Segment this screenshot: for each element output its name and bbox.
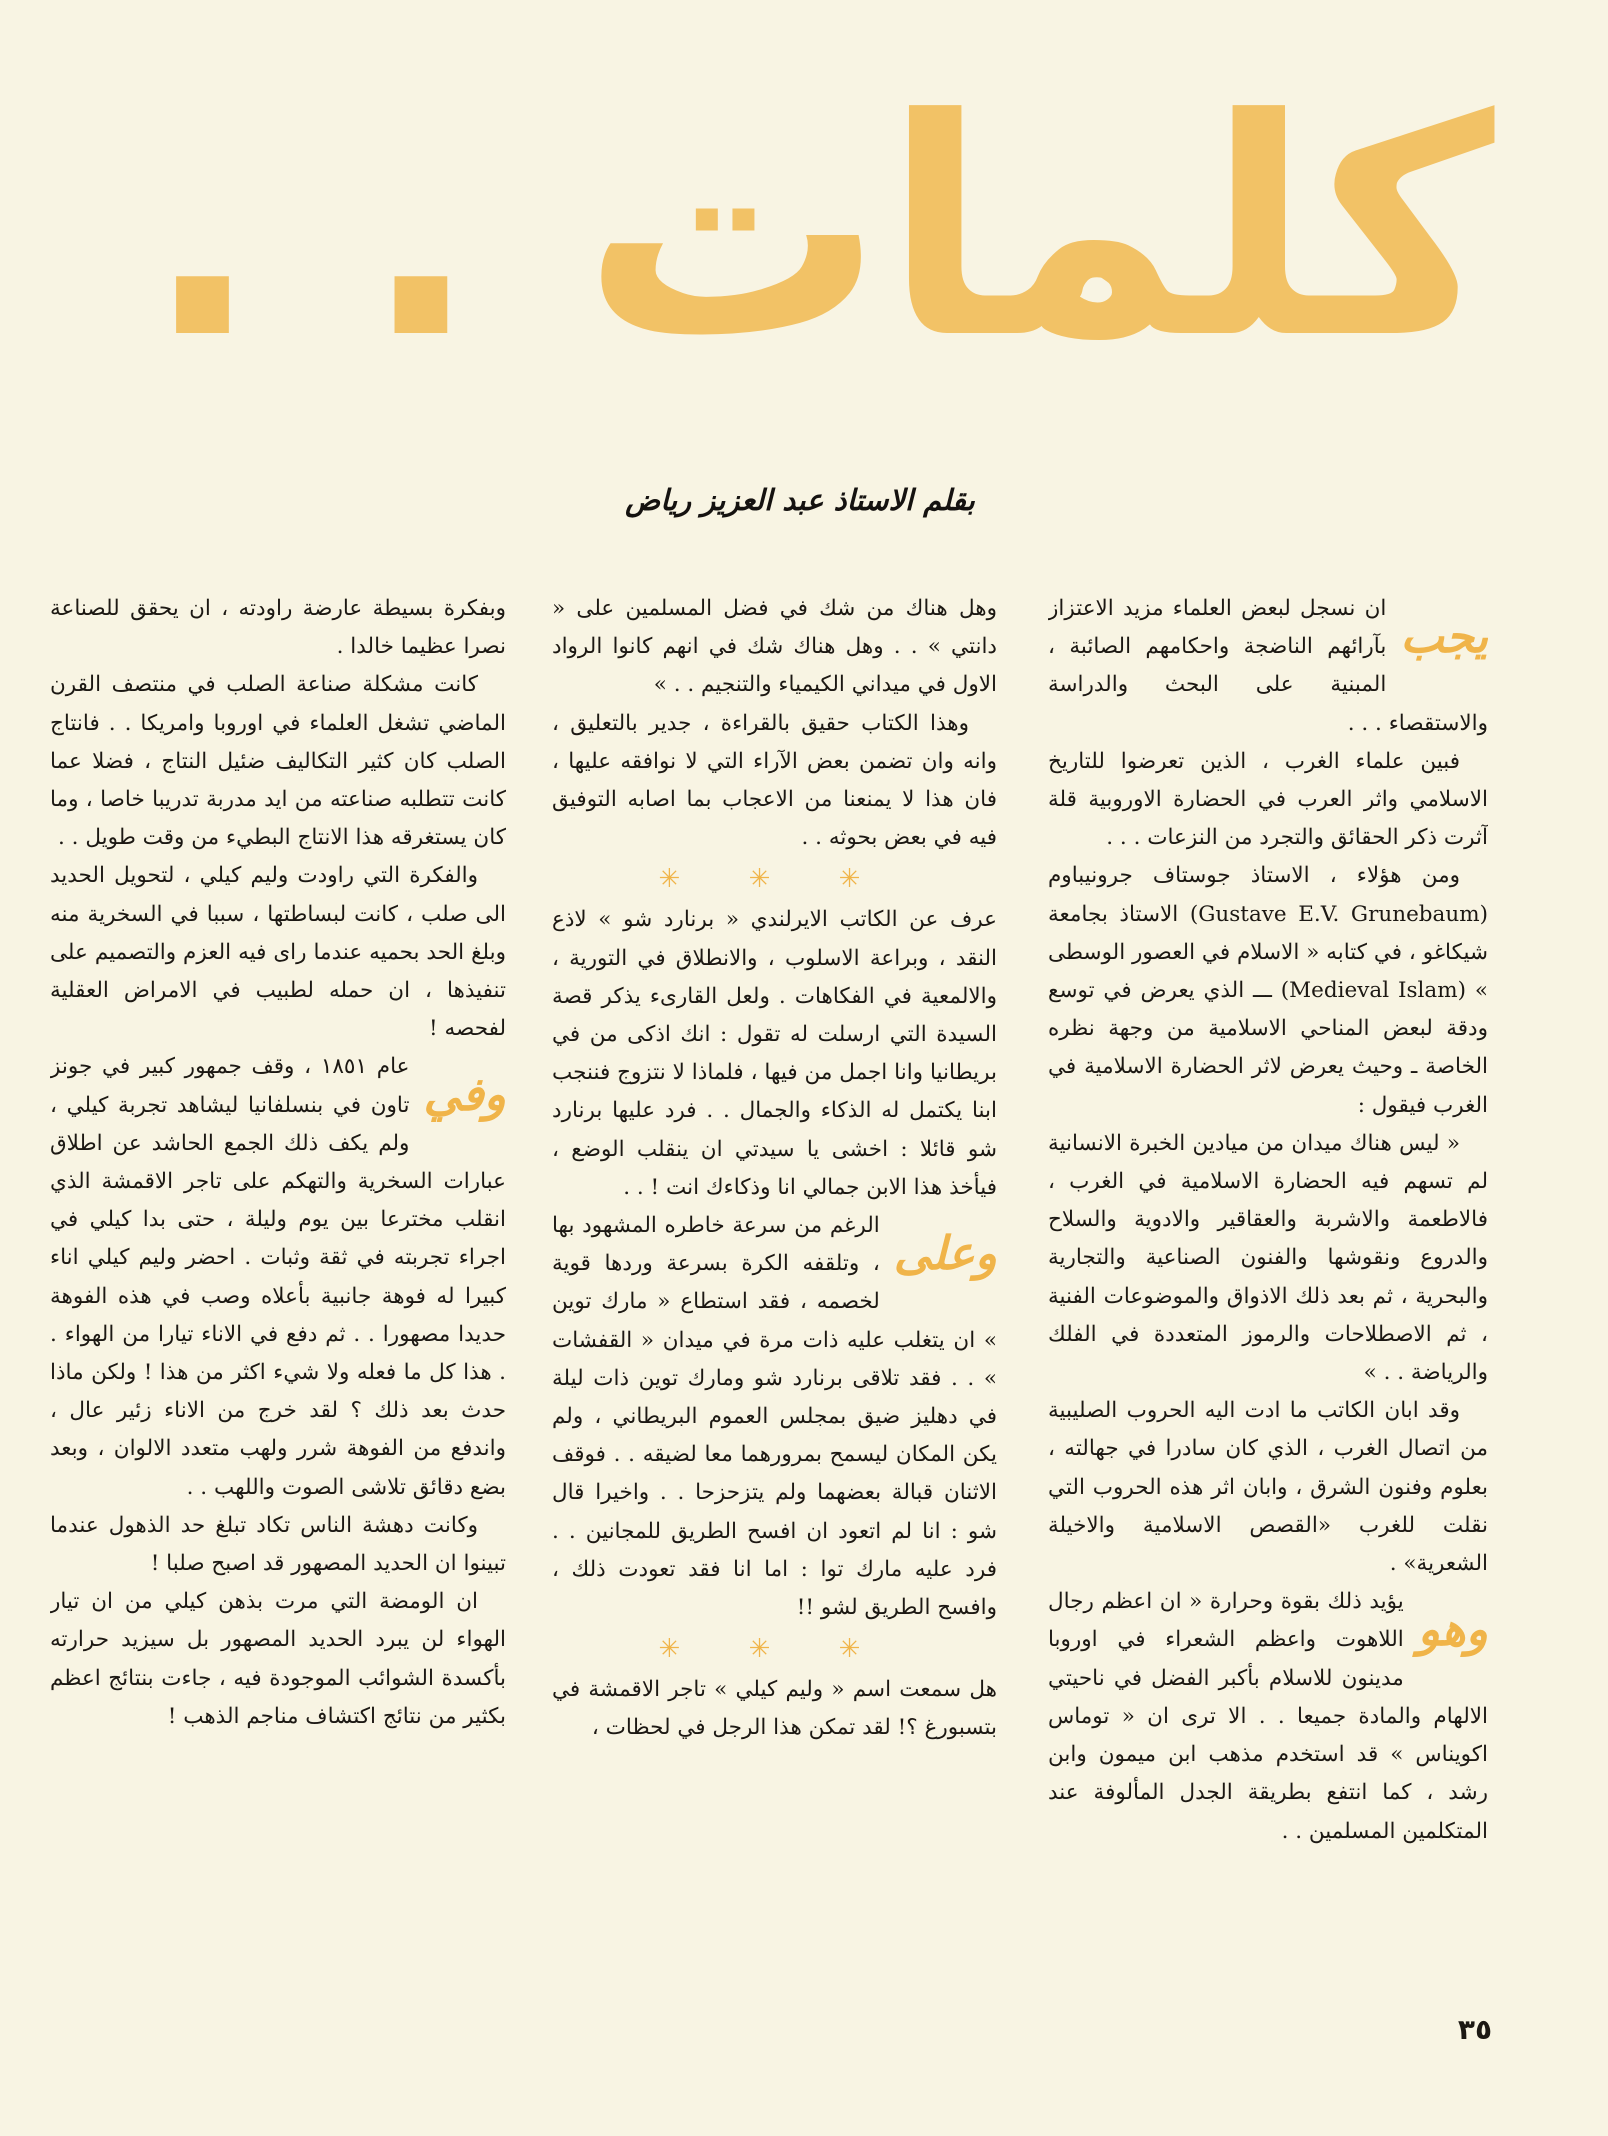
page-number: ٣٥ (1457, 2013, 1493, 2046)
paragraph: هل سمعت اسم « وليم كيلي » تاجر الاقمشة في بتسبورغ ؟! لقد تمكن هذا الرجل في لحظات ، (552, 1677, 997, 1741)
section-divider: ✳ ✳ ✳ (658, 864, 891, 895)
paragraph-text: ان نسجل لبعض العلماء مزيد الاعتزاز بآرائهم الناضجة واحكامهم الصائبة ، المبنية على البحث والدراسة والاستقصاء . . . (1048, 596, 1488, 736)
column-left (50, 590, 506, 1990)
paragraph: عرف عن الكاتب الايرلندي « برنارد شو » لاذع النقد ، وبراعة الاسلوب ، والانطلاق في التورية ، والالمعية في الفكاهات . ولعل القارىء يذكر قصة السيدة التي ارسلت له تقول : انك اذكى من في بريطانيا وانا اجمل من فيها ، فلماذا لا نتزوج فننجب ابنا يكتمل له الذكاء والجمال . . فرد عليها برنارد شو قائلا : اخشى يا سيدتي ان ينقلب الوضع ، فيأخذ هذا الابن جمالي انا وذكاءك انت ! . . (552, 907, 997, 1200)
paragraph-text: الرغم من سرعة خاطره المشهود بها ، وتلقفه الكرة بسرعة وردها قوية لخصمه ، فقد استطاع « مارك توين » ان يتغلب عليه ذات مرة في ميدان « القفشات » . . فقد تلاقى برنارد شو ومارك توين ذات ليلة في دهليز ضيق بمجلس العموم البريطاني ، ولم يكن المكان ليسمح بمرورهما معا لضيقه . . فوقف الاثنان قبالة بعضهما ولم يتزحزحا . . واخيرا قال شو : انا لم اتعود ان افسح الطريق للمجانين . . فرد عليه مارك توا : اما انا فقد تعودت ذلك ، وافسح الطريق لشو !! (552, 1213, 997, 1621)
page-title: كلمات . . (145, 55, 1495, 404)
paragraph: وبفكرة بسيطة عارضة راودته ، ان يحقق للصناعة نصرا عظيما خالدا . (50, 596, 506, 660)
paragraph (50, 1048, 506, 1506)
paragraph: ان الومضة التي مرت بذهن كيلي من ان تيار الهواء لن يبرد الحديد المصهور بل سيزيد حرارته بأكسدة الشوائب الموجودة فيه ، جاءت بنتائج اعظم بكثير من نتائج اكتشاف مناجم الذهب ! (50, 1589, 506, 1729)
paragraph (552, 1207, 997, 1627)
section-divider: ✳ ✳ ✳ (658, 1634, 891, 1665)
paragraph: والفكرة التي راودت وليم كيلي ، لتحويل الحديد الى صلب ، كانت لبساطتها ، سببا في السخرية منه وبلغ الحد بحميه عندما راى فيه العزم والتصميم على تنفيذها ، ان حمله لطبيب في الامراض العقلية لفحصه ! (50, 863, 506, 1042)
drop-word: يجب (1400, 609, 1488, 663)
paragraph: وقد ابان الكاتب ما ادت اليه الحروب الصليبية من اتصال الغرب ، الذي كان سادرا في جهالته ، بعلوم وفنون الشرق ، وابان اثر هذه الحروب التي نقلت للغرب «القصص الاسلامية والاخيلة الشعرية» . (1048, 1398, 1488, 1577)
paragraph: وكانت دهشة الناس تكاد تبلغ حد الذهول عندما تبينوا ان الحديد المصهور قد اصبح صلبا ! (50, 1512, 506, 1577)
paragraph (1048, 590, 1488, 743)
paragraph: « ليس هناك ميدان من ميادين الخبرة الانسانية لم تسهم فيه الحضارة الاسلامية في الغرب ، فالاطعمة والاشربة والعقاقير والادوية والسلاح والدروع ونقوشها والفنون الصناعية والتجارية والبحرية ، ثم بعد ذلك الاذواق والموضوعات الفنية ، ثم الاصطلاحات والرموز المتعددة في الفلك والرياضة . . » (1048, 1130, 1488, 1386)
paragraph: وهذا الكتاب حقيق بالقراءة ، جدير بالتعليق ، وانه وان تضمن بعض الآراء التي لا نوافقه عليها ، فان هذا لا يمنعنا من الاعجاب بما اصابه التوفيق فيه في بعض بحوثه . . (552, 710, 997, 851)
paragraph-text: يؤيد ذلك بقوة وحرارة « ان اعظم رجال اللاهوت واعظم الشعراء في اوروبا مدينون للاسلام بأكبر الفضل في ناحيتي الالهام والمادة جميعا . . الا ترى ان « توماس اكويناس » قد استخدم مذهب ابن ميمون وابن رشد ، كما انتفع بطريقة الجدل المألوفة عند المتكلمين المسلمين . . (1048, 1589, 1488, 1844)
paragraph-text: عام ١٨٥١ ، وقف جمهور كبير في جونز تاون في بنسلفانيا ليشاهد تجربة كيلي ، ولم يكف ذلك الجمع الحاشد عن اطلاق عبارات السخرية والتهكم على تاجر الاقمشة الذي انقلب مخترعا بين يوم وليلة ، حتى بدا كيلي في اجراء تجربته في ثقة وثبات . احضر وليم كيلي اناء كبيرا له فوهة جانبية بأعلاه وصب في هذه الفوهة حديدا مصهورا . . ثم دفع في الاناء تيارا من الهواء . . هذا كل ما فعله ولا شيء اكثر من هذا ! ولكن ماذا حدث بعد ذلك ؟ لقد خرج من الاناء زئير عال ، واندفع من الفوهة شرر ولهب متعدد الالوان ، وبعد بضع دقائق تلاشى الصوت واللهب . . (50, 1054, 506, 1500)
drop-word: وهو (1417, 1602, 1488, 1657)
column-right (1048, 590, 1488, 1990)
column-middle (552, 590, 997, 1990)
drop-word: وعلى (893, 1226, 997, 1281)
paragraph (1048, 1583, 1488, 1850)
drop-word: وفي (423, 1067, 506, 1122)
paragraph: كانت مشكلة صناعة الصلب في منتصف القرن الماضي تشغل العلماء في اوروبا وامريكا . . فانتاج الصلب كان كثير التكاليف ضئيل النتاج ، فضلا عما كانت تتطلبه صناعته من ايد مدربة تدريبا خاصا ، وما كان يستغرقه هذا الانتاج البطيء من وقت طويل . . (50, 672, 506, 851)
paragraph: فبين علماء الغرب ، الذين تعرضوا للتاريخ الاسلامي واثر العرب في الحضارة الاوروبية قلة آثرت ذكر الحقائق والتجرد من النزعات . . . (1048, 748, 1488, 851)
author-byline: بقلم الاستاذ عبد العزيز رياض (625, 483, 975, 517)
paragraph: ومن هؤلاء ، الاستاذ جوستاف جرونيباوم (Gustave E.V. Grunebaum) الاستاذ بجامعة شيكاغو ، في كتابه « الاسلام في العصور الوسطى » (Medieval Islam) ـــ الذي يعرض في توسع ودقة لبعض المناحي الاسلامية من وجهة نظره الخاصة ـ وحيث يعرض لاثر الحضارة الاسلامية في الغرب فيقول : (1048, 863, 1488, 1118)
paragraph: وهل هناك من شك في فضل المسلمين على « دانتي » . . وهل هناك شك في انهم كانوا الرواد الاول في ميداني الكيمياء والتنجيم . . » (552, 596, 997, 698)
